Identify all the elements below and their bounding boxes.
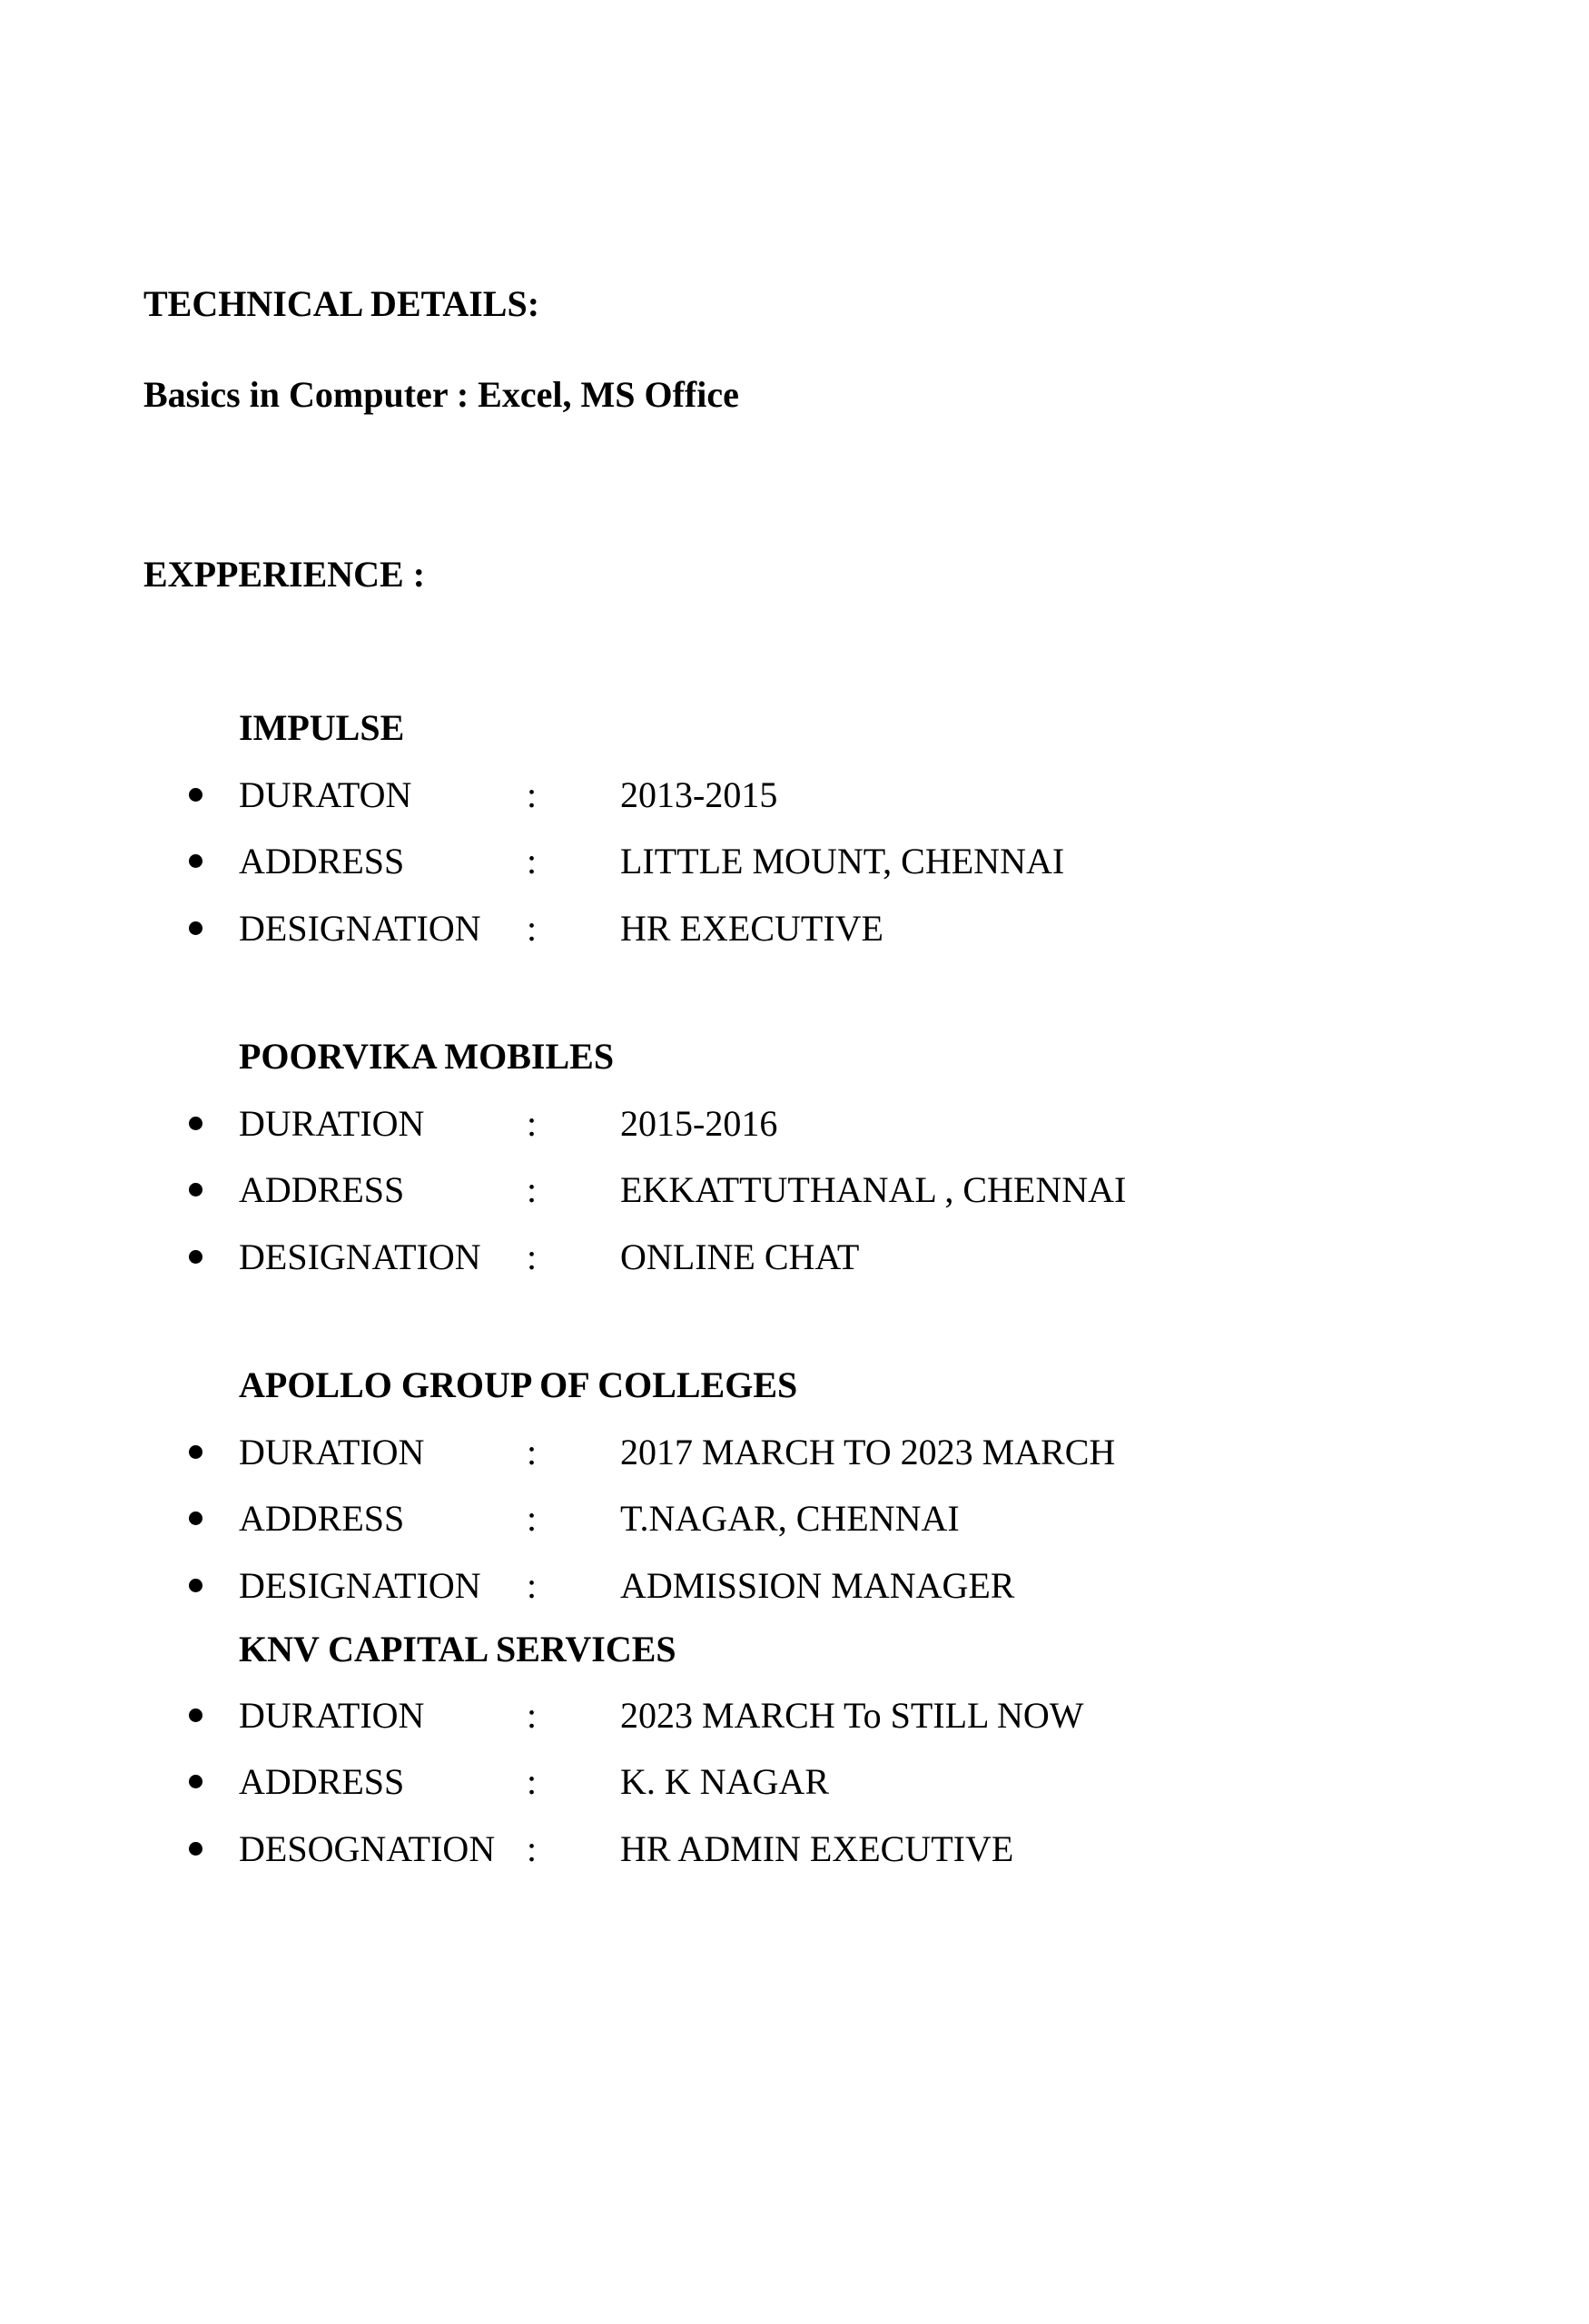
row-label: ADDRESS: [239, 1169, 405, 1210]
experience-row: [0, 840, 1589, 883]
row-value: K. K NAGAR: [620, 1761, 829, 1802]
row-label: DURATION: [239, 1432, 425, 1472]
experience-row: [0, 1760, 1589, 1804]
row-value: EKKATTUTHANAL , CHENNAI: [620, 1169, 1127, 1210]
bullet-icon: [189, 1445, 202, 1459]
row-value: ONLINE CHAT: [620, 1236, 860, 1277]
bullet-icon: [189, 1842, 202, 1856]
row-separator: :: [527, 774, 538, 815]
experience-heading: EXPPERIENCE :: [143, 554, 426, 595]
company-name: POORVIKA MOBILES: [239, 1036, 615, 1077]
bullet-icon: [189, 788, 202, 802]
row-label: ADDRESS: [239, 1761, 405, 1802]
company-name: APOLLO GROUP OF COLLEGES: [239, 1364, 798, 1405]
experience-row: [0, 1694, 1589, 1738]
row-value: LITTLE MOUNT, CHENNAI: [620, 841, 1065, 881]
row-label: DURATON: [239, 774, 412, 815]
experience-row: [0, 1102, 1589, 1146]
row-value: T.NAGAR, CHENNAI: [620, 1498, 960, 1539]
row-value: ADMISSION MANAGER: [620, 1565, 1015, 1606]
bullet-icon: [189, 1183, 202, 1196]
bullet-icon: [189, 1709, 202, 1722]
row-value: HR EXECUTIVE: [620, 908, 883, 949]
row-separator: :: [527, 1695, 538, 1736]
experience-row: [0, 1236, 1589, 1279]
technical-details-heading: TECHNICAL DETAILS:: [143, 283, 540, 324]
row-separator: :: [527, 1236, 538, 1277]
row-label: DURATION: [239, 1103, 425, 1144]
bullet-icon: [189, 1775, 202, 1788]
row-value: 2013-2015: [620, 774, 778, 815]
row-separator: :: [527, 908, 538, 949]
experience-row: [0, 773, 1589, 817]
company-name: IMPULSE: [239, 707, 405, 748]
bullet-icon: [189, 1117, 202, 1130]
bullet-icon: [189, 1250, 202, 1264]
experience-row: [0, 1431, 1589, 1474]
bullet-icon: [189, 854, 202, 868]
row-separator: :: [527, 1498, 538, 1539]
row-separator: :: [527, 1169, 538, 1210]
experience-row: [0, 907, 1589, 950]
row-label: DURATION: [239, 1695, 425, 1736]
experience-row: [0, 1497, 1589, 1541]
row-separator: :: [527, 1432, 538, 1472]
row-value: 2017 MARCH TO 2023 MARCH: [620, 1432, 1116, 1472]
row-separator: :: [527, 1761, 538, 1802]
row-separator: :: [527, 841, 538, 881]
row-label: DESIGNATION: [239, 1236, 481, 1277]
experience-row: [0, 1168, 1589, 1212]
row-label: DESIGNATION: [239, 1565, 481, 1606]
row-label: ADDRESS: [239, 841, 405, 881]
row-value: 2023 MARCH To STILL NOW: [620, 1695, 1084, 1736]
row-value: 2015-2016: [620, 1103, 778, 1144]
bullet-icon: [189, 1512, 202, 1525]
row-label: DESOGNATION: [239, 1828, 496, 1869]
computer-skills-line: Basics in Computer : Excel, MS Office: [143, 374, 739, 415]
bullet-icon: [189, 1579, 202, 1592]
row-separator: :: [527, 1828, 538, 1869]
bullet-icon: [189, 921, 202, 935]
row-label: DESIGNATION: [239, 908, 481, 949]
experience-row: [0, 1827, 1589, 1871]
row-separator: :: [527, 1103, 538, 1144]
company-name: KNV CAPITAL SERVICES: [239, 1629, 676, 1669]
row-value: HR ADMIN EXECUTIVE: [620, 1828, 1014, 1869]
experience-row: [0, 1564, 1589, 1608]
row-separator: :: [527, 1565, 538, 1606]
row-label: ADDRESS: [239, 1498, 405, 1539]
